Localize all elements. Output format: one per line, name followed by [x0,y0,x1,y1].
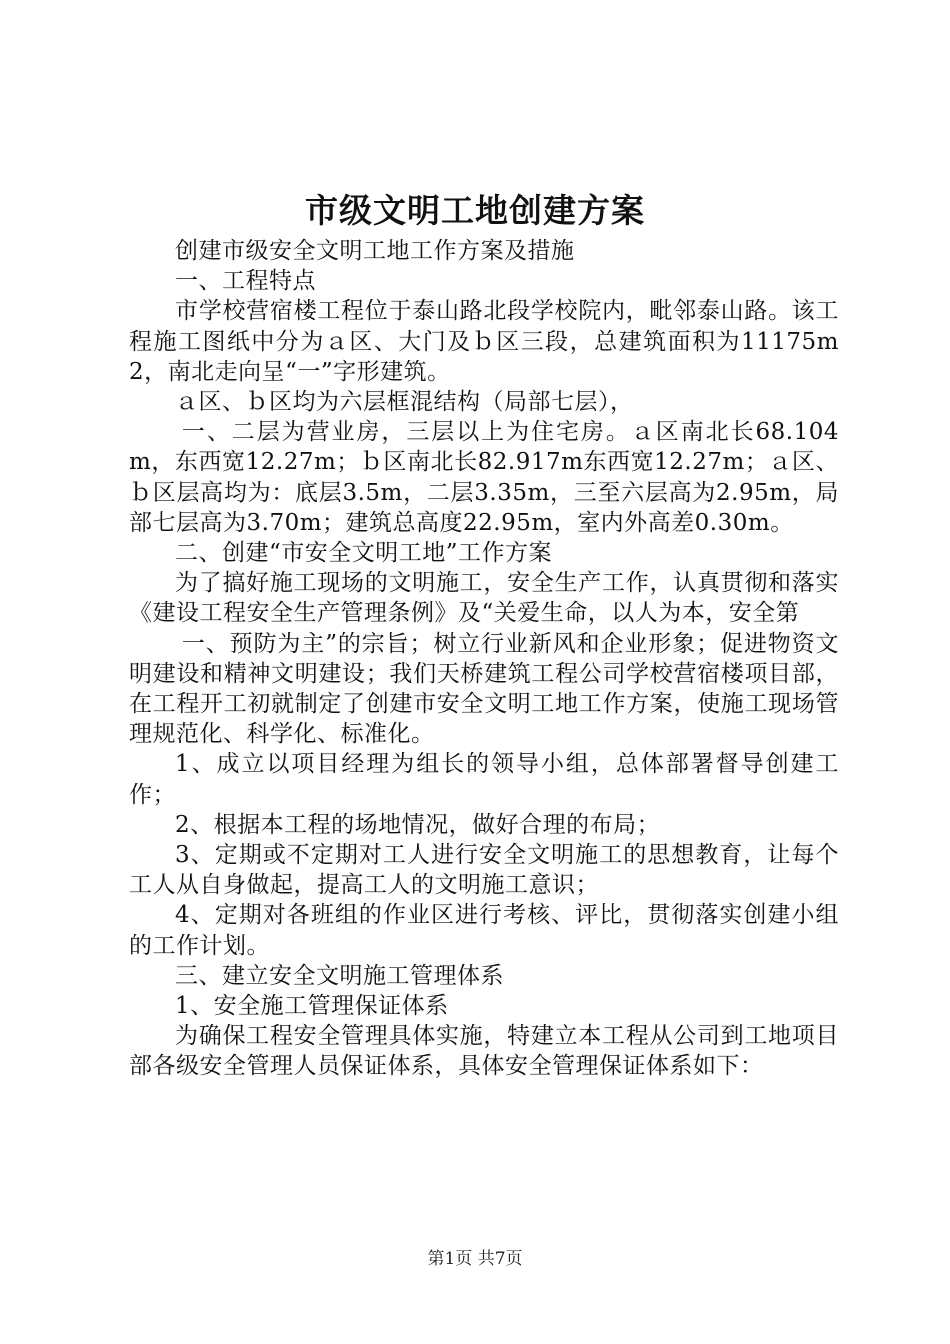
document-body [129,236,839,1082]
paragraph: 一、二层为营业房，三层以上为住宅房。ａ区南北长68.104m，东西宽12.27m；ｂ区南北长82.917m东西宽12.27m；ａ区、ｂ区层高均为：底层3.5m，二层3.35m，三至六层高为2.95m，局部七层高为3.70m；建筑总高度22.95m，室内外高差0.30m。 [129,419,839,536]
paragraph: 一、预防为主”的宗旨；树立行业新风和企业形象；促进物资文明建设和精神文明建设；我们天桥建筑工程公司学校营宿楼项目部，在工程开工初就制定了创建市安全文明工地工作方案，使施工现场管理规范化、科学化、标准化。 [129,630,839,748]
paragraph: 创建市级安全文明工地工作方案及措施 [175,238,575,264]
paragraph: ａ区、ｂ区均为六层框混结构（局部七层）， [175,389,634,416]
section-heading: 二、创建“市安全文明工地”工作方案 [175,540,553,567]
paragraph: 为了搞好施工现场的文明施工，安全生产工作，认真贯彻和落实《建设工程安全生产管理条例》及“关爱生命，以人为本，安全第 [129,570,839,627]
paragraph: 为确保工程安全管理具体实施，特建立本工程从公司到工地项目部各级安全管理人员保证体系，具体安全管理保证体系如下： [129,1023,839,1080]
paragraph: 市学校营宿楼工程位于泰山路北段学校院内，毗邻泰山路。该工程施工图纸中分为ａ区、大门及ｂ区三段，总建筑面积为11175m2，南北走向呈“一”字形建筑。 [129,298,839,385]
section-heading: 一、工程特点 [175,268,316,295]
list-item: 2、根据本工程的场地情况，做好合理的布局； [175,811,661,838]
section-heading: 三、建立安全文明施工管理体系 [175,962,504,989]
page-footer: 第1页 共7页 [427,1249,523,1269]
list-item: 4、定期对各班组的作业区进行考核、评比，贯彻落实创建小组的工作计划。 [129,902,839,959]
list-item: 3、定期或不定期对工人进行安全文明施工的思想教育，让每个工人从自身做起，提高工人的文明施工意识； [129,842,839,899]
document-title: 市级文明工地创建方案 [305,191,645,230]
list-item: 1、成立以项目经理为组长的领导小组，总体部署督导创建工作； [129,751,839,808]
subsection-heading: 1、安全施工管理保证体系 [175,993,449,1020]
